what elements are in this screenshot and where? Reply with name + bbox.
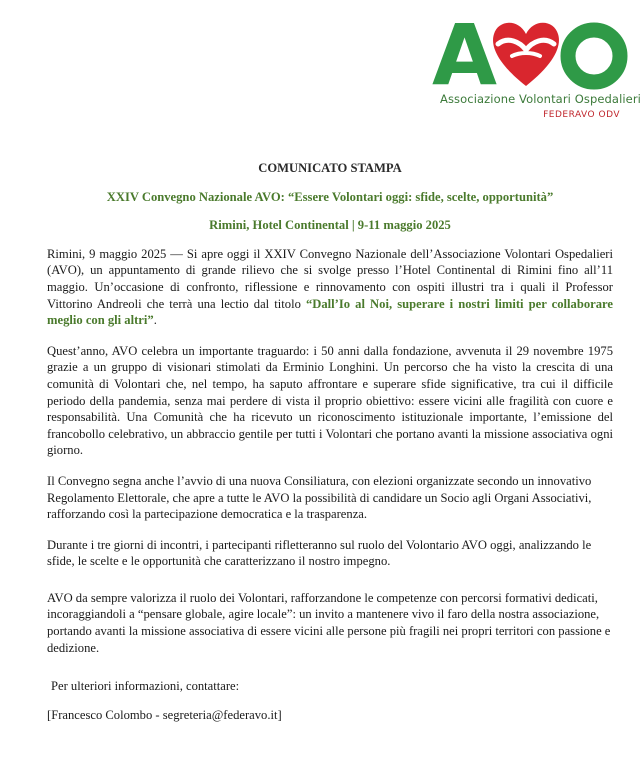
- press-place-date: Rimini, Hotel Continental | 9-11 maggio 2025: [209, 218, 451, 233]
- avo-logo-mark: [428, 6, 628, 96]
- lectio-title: “Dall’Io al Noi, superare i nostri limiti per collaborare meglio con gli altri”: [47, 296, 613, 328]
- press-release: [47, 160, 613, 737]
- paragraph-3: Il Convegno segna anche l’avvio di una nuova Consiliatura, con elezioni organizzate secondo un innovativo Regolamento Elettorale, che apre a tutte le AVO la possibilità di candidare un Socio agli Organi Associativi, rafforzando così la partecipazione democratica e la trasparenza.: [47, 473, 592, 522]
- paragraph-2: Quest’anno, AVO celebra un importante traguardo: i 50 anni dalla fondazione, avvenuta il 29 novembre 1975 grazie a un gruppo di visionari stimolati da Erminio Longhini. Un percorso che ha visto la crescita di una comunità di Volontari che, nel tempo, ha saputo affrontare e superare sfide significative, tra cui il difficile periodo della pandemia, senza mai perdere di vista il proprio obiettivo: essere vicini alle fragilità con cuore e responsabilità. Una Comunità che ha ricevuto un riconoscimento istituzionale importante, l’emissione del francobollo celebrativo, un abbraccio gentile per tutti i Volontari che portano avanti la missione associativa ogni giorno.: [47, 343, 613, 458]
- paragraph-5: AVO da sempre valorizza il ruolo dei Volontari, rafforzandone le competenze con percorsi formativi dedicati, incoraggiandoli a “pensare globale, agire locale”: un invito a mantenere vivo il faro della nostra associazione, portando avanti la missione associativa di essere vicini alle persone più fragili nei propri territori con passione e dedizione.: [47, 590, 611, 655]
- press-title: XXIV Convegno Nazionale AVO: “Essere Volontari oggi: sfide, scelte, opportunità”: [106, 189, 554, 204]
- heart-hands-icon: [493, 23, 559, 86]
- press-label: COMUNICATO STAMPA: [258, 161, 402, 175]
- avo-logo: [428, 6, 641, 124]
- logo-letter-a: A: [432, 6, 498, 96]
- logo-subtitle: Associazione Volontari Ospedalieri: [440, 92, 641, 106]
- paragraph-4: Durante i tre giorni di incontri, i partecipanti rifletteranno sul ruolo del Volontario AVO oggi, analizzando le sfide, le scelte e le opportunità che caratterizzano il nostro impegno.: [47, 537, 592, 569]
- logo-federation: FEDERAVO ODV: [543, 110, 620, 120]
- paragraph-1-end: .: [153, 313, 157, 328]
- paragraph-1: [47, 246, 613, 329]
- logo-letter-o: [568, 30, 620, 82]
- contact-intro: Per ulteriori informazioni, contattare:: [51, 679, 240, 694]
- contact-line: [Francesco Colombo - segreteria@federavo.it]: [47, 707, 282, 722]
- paragraph-1-text: Rimini, 9 maggio 2025 — Si apre oggi il XXIV Convegno Nazionale dell’Associazione Volontari Ospedalieri (AVO), un appuntamento di grande rilievo che si svolge presso l’Hotel Continental di Rimini fino all’11 maggio. Un’occasione di confronto, riflessione e rinnovamento con ospiti illustri tra i quali il Professor Vittorino Andreoli che terrà una lectio dal titolo: [47, 246, 613, 311]
